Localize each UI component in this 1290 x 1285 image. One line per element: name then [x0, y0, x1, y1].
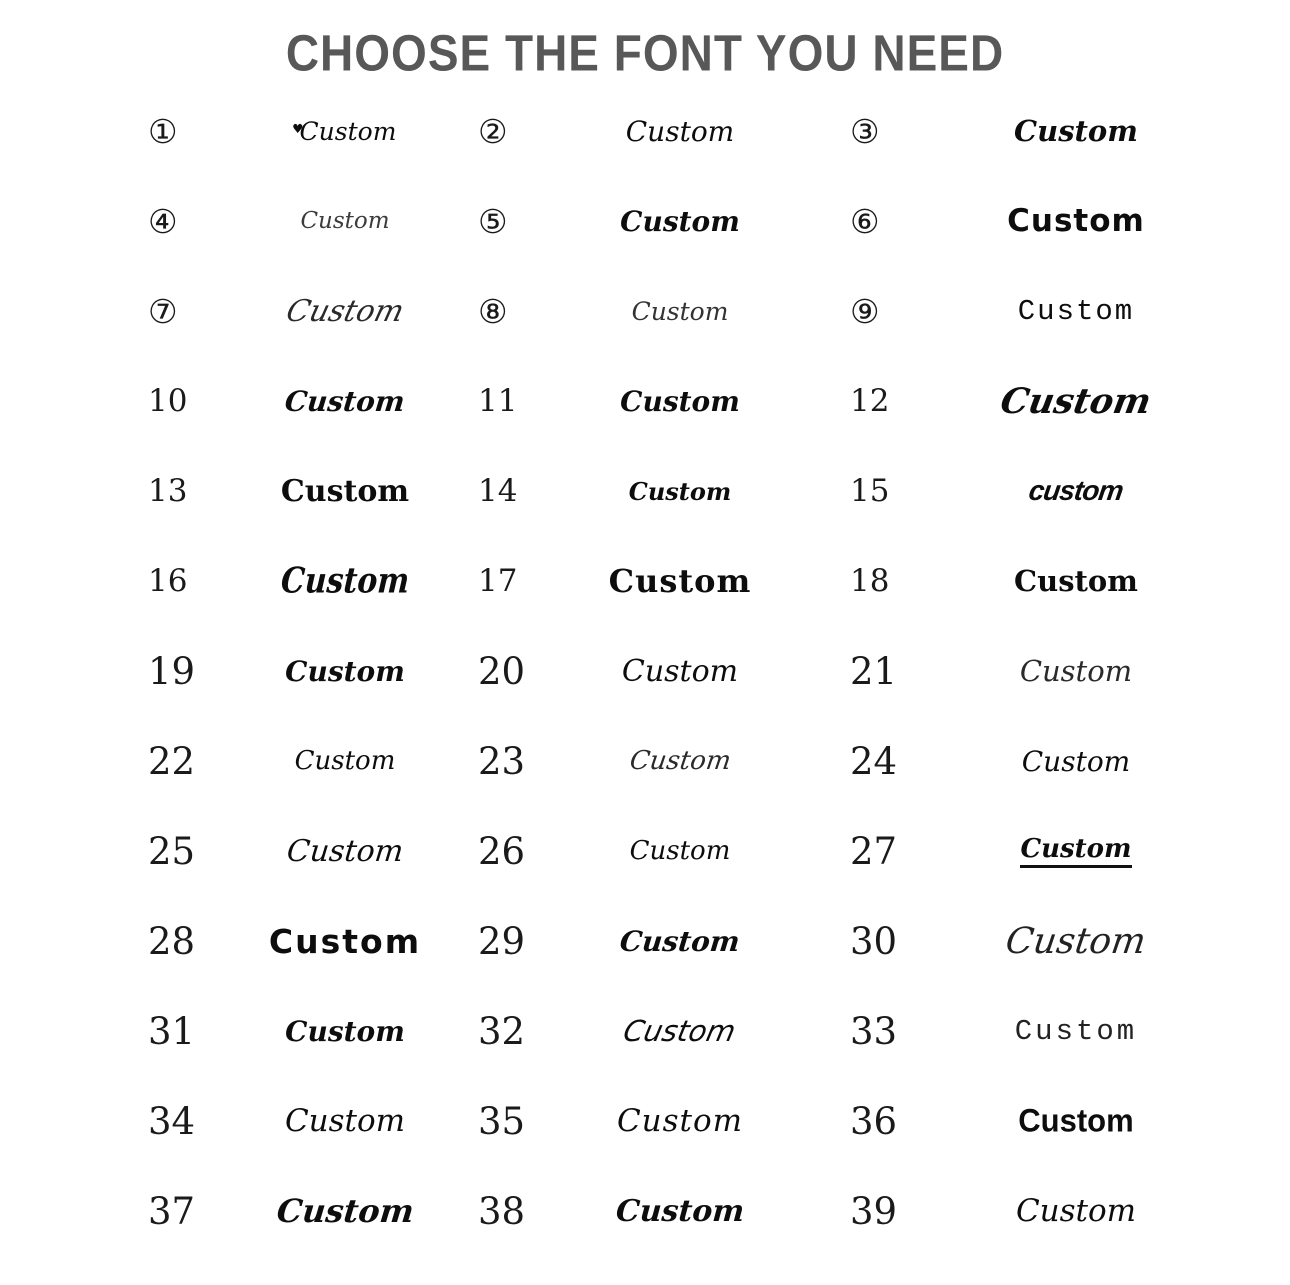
font-option-25-number: 25	[148, 829, 196, 873]
font-option-17-sample: Custom	[608, 562, 752, 600]
font-option-6-number: ⑥	[850, 201, 880, 241]
font-option-37-number: 37	[148, 1189, 196, 1233]
font-option-9-sample: Custom	[1017, 294, 1135, 328]
font-option-11-sample: Custom	[620, 384, 740, 418]
font-option-18[interactable]	[818, 536, 1238, 626]
font-option-26[interactable]	[478, 806, 818, 896]
font-option-14-number: 14	[478, 473, 518, 509]
font-option-20[interactable]	[478, 626, 818, 716]
font-option-28-sample: Custom	[268, 921, 422, 961]
font-option-38-number: 38	[478, 1189, 526, 1233]
font-option-3-number: ③	[850, 111, 880, 151]
font-option-14-sample: Custom	[628, 476, 732, 506]
font-option-16-number: 16	[148, 563, 188, 599]
font-option-7-number: ⑦	[148, 291, 178, 331]
font-option-32-sample: Custom	[620, 1014, 740, 1048]
font-option-26-sample: Custom	[629, 836, 731, 866]
font-option-39[interactable]	[818, 1166, 1238, 1256]
font-option-3[interactable]	[818, 86, 1238, 176]
font-option-4-sample: Custom	[300, 208, 390, 234]
font-option-17[interactable]	[478, 536, 818, 626]
font-option-35-number: 35	[478, 1099, 526, 1143]
font-option-22-sample: Custom	[294, 746, 396, 776]
font-option-13-sample: Custom	[280, 473, 410, 509]
font-option-19-sample: Custom	[285, 654, 405, 688]
font-option-37-sample: Custom	[274, 1192, 416, 1230]
font-option-15-number: 15	[850, 473, 890, 509]
font-option-15[interactable]	[818, 446, 1238, 536]
font-option-2-sample: Custom	[625, 114, 735, 148]
font-option-31-number: 31	[148, 1009, 196, 1053]
font-option-7[interactable]	[148, 266, 478, 356]
font-option-2[interactable]	[478, 86, 818, 176]
font-option-11-number: 11	[478, 383, 518, 419]
font-options-grid	[0, 86, 1290, 1256]
font-option-6-sample: Custom	[1007, 203, 1145, 239]
font-option-27[interactable]	[818, 806, 1238, 896]
font-option-35-sample: Custom	[616, 1103, 744, 1139]
font-option-8-sample: Custom	[631, 296, 729, 326]
font-option-38-sample: Custom	[614, 1193, 746, 1229]
font-option-22-number: 22	[148, 739, 196, 783]
font-option-4[interactable]	[148, 176, 478, 266]
font-option-21-sample: Custom	[1019, 654, 1133, 688]
font-option-21-number: 21	[850, 649, 898, 693]
font-option-25-sample: Custom	[285, 833, 405, 869]
font-option-19-number: 19	[148, 649, 196, 693]
font-option-1[interactable]	[148, 86, 478, 176]
font-option-23-sample: Custom	[627, 746, 733, 776]
font-option-14[interactable]	[478, 446, 818, 536]
font-option-17-number: 17	[478, 563, 518, 599]
font-option-6[interactable]	[818, 176, 1238, 266]
font-option-38[interactable]	[478, 1166, 818, 1256]
font-option-10-sample: Custom	[283, 384, 407, 418]
font-option-16[interactable]	[148, 536, 478, 626]
font-option-13[interactable]	[148, 446, 478, 536]
font-option-34-number: 34	[148, 1099, 196, 1143]
font-option-10[interactable]	[148, 356, 478, 446]
font-option-7-sample: Custom	[282, 293, 408, 329]
font-option-12[interactable]	[818, 356, 1238, 446]
font-option-23[interactable]	[478, 716, 818, 806]
font-option-20-sample: Custom	[621, 653, 739, 689]
font-option-13-number: 13	[148, 473, 188, 509]
font-option-24-number: 24	[850, 739, 898, 783]
font-option-35[interactable]	[478, 1076, 818, 1166]
font-option-18-sample: Custom	[1014, 564, 1138, 598]
font-option-36-sample: Custom	[1018, 1102, 1134, 1139]
page-title: CHOOSE THE FONT YOU NEED	[285, 24, 1005, 82]
font-option-25[interactable]	[148, 806, 478, 896]
font-option-19[interactable]	[148, 626, 478, 716]
font-option-23-number: 23	[478, 739, 526, 783]
font-option-30[interactable]	[818, 896, 1238, 986]
font-option-29-number: 29	[478, 919, 526, 963]
font-option-20-number: 20	[478, 649, 526, 693]
font-option-12-sample: Custom	[997, 380, 1155, 422]
font-option-39-sample: Custom	[1015, 1193, 1137, 1229]
font-option-33[interactable]	[818, 986, 1238, 1076]
font-option-8-number: ⑧	[478, 291, 508, 331]
font-option-8[interactable]	[478, 266, 818, 356]
font-option-36-number: 36	[850, 1099, 898, 1143]
font-option-15-sample: custom	[1027, 475, 1126, 506]
font-option-24-sample: Custom	[1021, 744, 1131, 778]
font-option-5-number: ⑤	[478, 201, 508, 241]
font-option-34[interactable]	[148, 1076, 478, 1166]
font-option-32[interactable]	[478, 986, 818, 1076]
font-option-5-sample: Custom	[620, 204, 740, 238]
font-option-1-sample: ♥ Custom	[294, 117, 397, 146]
font-option-28-number: 28	[148, 919, 196, 963]
font-option-10-number: 10	[148, 383, 188, 419]
font-option-9-number: ⑨	[850, 291, 880, 331]
font-option-22[interactable]	[148, 716, 478, 806]
font-option-27-number: 27	[850, 829, 898, 873]
font-option-31-sample: Custom	[285, 1014, 405, 1048]
font-option-29-sample: Custom	[618, 924, 742, 958]
font-option-27-sample: Custom	[1020, 834, 1131, 868]
font-option-37[interactable]	[148, 1166, 478, 1256]
font-option-26-number: 26	[478, 829, 526, 873]
font-option-16-sample: Custom	[279, 560, 411, 602]
font-option-32-number: 32	[478, 1009, 526, 1053]
font-option-29[interactable]	[478, 896, 818, 986]
font-option-30-number: 30	[850, 919, 898, 963]
font-option-39-number: 39	[850, 1189, 898, 1233]
font-option-28[interactable]	[148, 896, 478, 986]
font-option-30-sample: Custom	[1003, 920, 1149, 962]
font-option-33-number: 33	[850, 1009, 898, 1053]
font-option-24[interactable]	[818, 716, 1238, 806]
font-option-33-sample: Custom	[1014, 1014, 1138, 1048]
font-option-5[interactable]	[478, 176, 818, 266]
font-option-1-number: ①	[148, 111, 178, 151]
font-option-2-number: ②	[478, 111, 508, 151]
font-option-9[interactable]	[818, 266, 1238, 356]
font-option-3-sample: Custom	[1014, 114, 1138, 148]
font-option-34-sample: Custom	[284, 1103, 406, 1139]
font-option-18-number: 18	[850, 563, 890, 599]
font-option-36[interactable]	[818, 1076, 1238, 1166]
font-option-4-number: ④	[148, 201, 178, 241]
font-option-12-number: 12	[850, 383, 890, 419]
font-option-11[interactable]	[478, 356, 818, 446]
font-option-31[interactable]	[148, 986, 478, 1076]
font-option-21[interactable]	[818, 626, 1238, 716]
